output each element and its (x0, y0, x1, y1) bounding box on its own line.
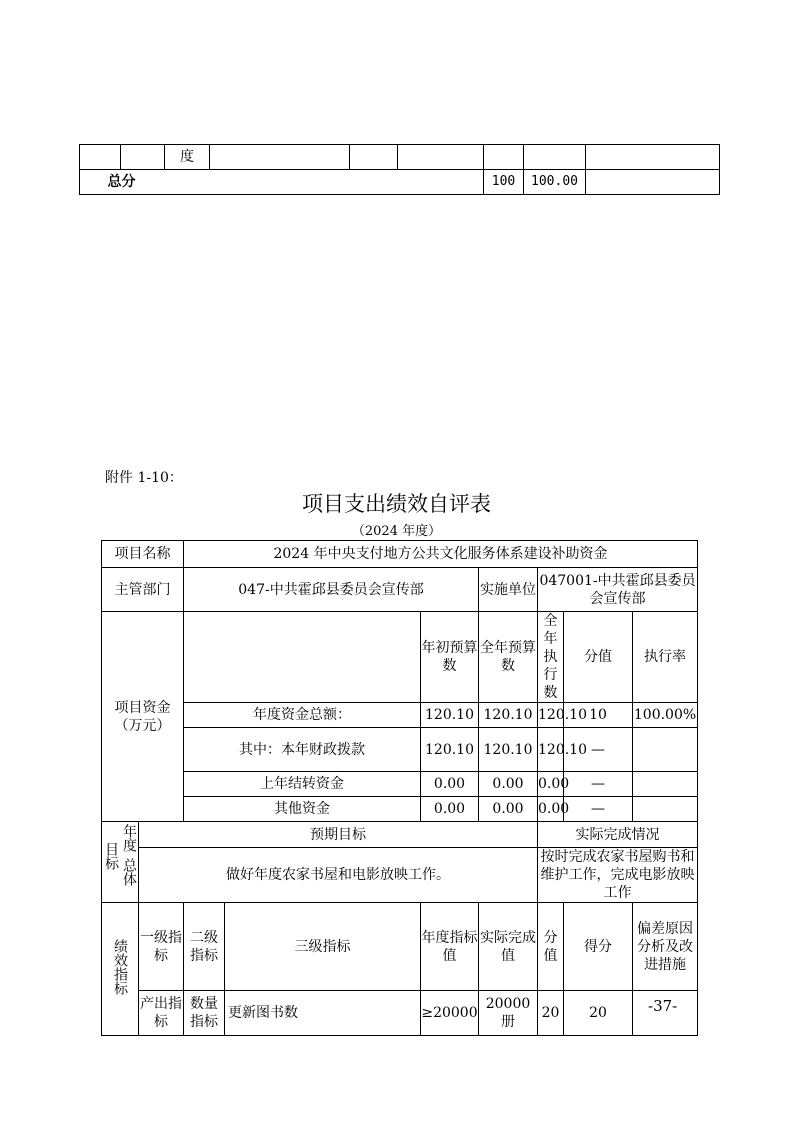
ind-header-l2: 二级指标 (184, 903, 225, 991)
total-got: 100.00 (524, 170, 586, 195)
funds-score: 10 (564, 703, 633, 728)
cell (484, 145, 524, 170)
year-subtitle: （2024 年度） (351, 524, 442, 539)
funds-v3: 120.10 (538, 703, 564, 728)
funds-score: — (564, 728, 633, 772)
expected-goal-header: 预期目标 (139, 822, 538, 848)
cell (586, 145, 720, 170)
expected-goal: 做好年度农家书屋和电影放映工作。 (139, 848, 538, 903)
project-name-value: 2024 年中央支付地方公共文化服务体系建设补助资金 (184, 541, 698, 568)
funds-label (102, 612, 184, 822)
total-score: 100 (484, 170, 524, 195)
cell (398, 145, 484, 170)
goal-label-a: 年度 (121, 824, 137, 852)
funds-score: — (564, 797, 633, 822)
impl-label: 实施单位 (479, 568, 538, 612)
funds-rate (633, 797, 698, 822)
funds-v1: 0.00 (421, 772, 479, 797)
evaluation-table (101, 540, 698, 1036)
ind-l1: 产出指标 (139, 991, 184, 1036)
goal-label-b: 总体 (121, 858, 137, 886)
ind-actual: 20000册 (479, 991, 538, 1036)
funds-row-name: 上年结转资金 (184, 772, 421, 797)
funds-label-text: 项目资金（万元） (114, 699, 171, 734)
cell (184, 612, 421, 703)
ind-score: 20 (538, 991, 564, 1036)
impl-value: 047001-中共霍邱县委员会宣传部 (538, 568, 698, 612)
page-number: -37- (648, 997, 678, 1015)
page-title: 项目支出绩效自评表 (302, 492, 491, 516)
funds-v1: 120.10 (421, 703, 479, 728)
ind-header-note: 偏差原因分析及改进措施 (633, 903, 698, 991)
funds-rate (633, 772, 698, 797)
ind-l3: 更新图书数 (225, 991, 421, 1036)
cell (121, 145, 165, 170)
actual-goal-header: 实际完成情况 (538, 822, 698, 848)
funds-row-name: 年度资金总额： (184, 703, 421, 728)
goal-label (102, 822, 139, 903)
cell (210, 145, 350, 170)
ind-header-got: 得分 (564, 903, 633, 991)
funds-v2: 120.10 (479, 728, 538, 772)
cell (350, 145, 398, 170)
total-label-text: 总分 (107, 174, 136, 190)
ind-header-score: 分值 (538, 903, 564, 991)
annex-label: 附件 1-10： (105, 470, 183, 486)
funds-rate (633, 728, 698, 772)
dept-label: 主管部门 (102, 568, 184, 612)
indicators-label-text: 绩效指标 (112, 938, 128, 995)
funds-v3: 0.00 (538, 772, 564, 797)
actual-goal: 按时完成农家书屋购书和维护工作，完成电影放映工作 (538, 848, 698, 903)
dept-value: 047-中共霍邱县委员会宣传部 (184, 568, 479, 612)
funds-row-name: 其他资金 (184, 797, 421, 822)
cell (80, 145, 121, 170)
funds-header-1: 年初预算数 (421, 612, 479, 703)
total-label (80, 170, 484, 195)
ind-header-l1: 一级指标 (139, 903, 184, 991)
degree-cell: 度 (165, 145, 210, 170)
project-name-label: 项目名称 (102, 541, 184, 568)
goal-label-c: 目标 (103, 842, 119, 870)
ind-l2: 数量指标 (184, 991, 225, 1036)
ind-got: 20 (564, 991, 633, 1036)
ind-header-actual: 实际完成值 (479, 903, 538, 991)
funds-v2: 0.00 (479, 772, 538, 797)
funds-header-5: 执行率 (633, 612, 698, 703)
ind-target: ≥20000 (421, 991, 479, 1036)
funds-row-name: 其中：本年财政拨款 (184, 728, 421, 772)
indicators-label (102, 903, 139, 1036)
funds-header-3: 全年执行数 (538, 612, 564, 703)
ind-header-target: 年度指标值 (421, 903, 479, 991)
funds-header-4: 分值 (564, 612, 633, 703)
funds-v1: 120.10 (421, 728, 479, 772)
funds-v2: 0.00 (479, 797, 538, 822)
cell (524, 145, 586, 170)
top-fragment-table (79, 144, 720, 195)
funds-v1: 0.00 (421, 797, 479, 822)
funds-score: — (564, 772, 633, 797)
funds-rate: 100.00% (633, 703, 698, 728)
funds-v3: 120.10 (538, 728, 564, 772)
funds-header-2: 全年预算数 (479, 612, 538, 703)
cell (586, 170, 720, 195)
ind-header-l3: 三级指标 (225, 903, 421, 991)
funds-v3: 0.00 (538, 797, 564, 822)
funds-v2: 120.10 (479, 703, 538, 728)
